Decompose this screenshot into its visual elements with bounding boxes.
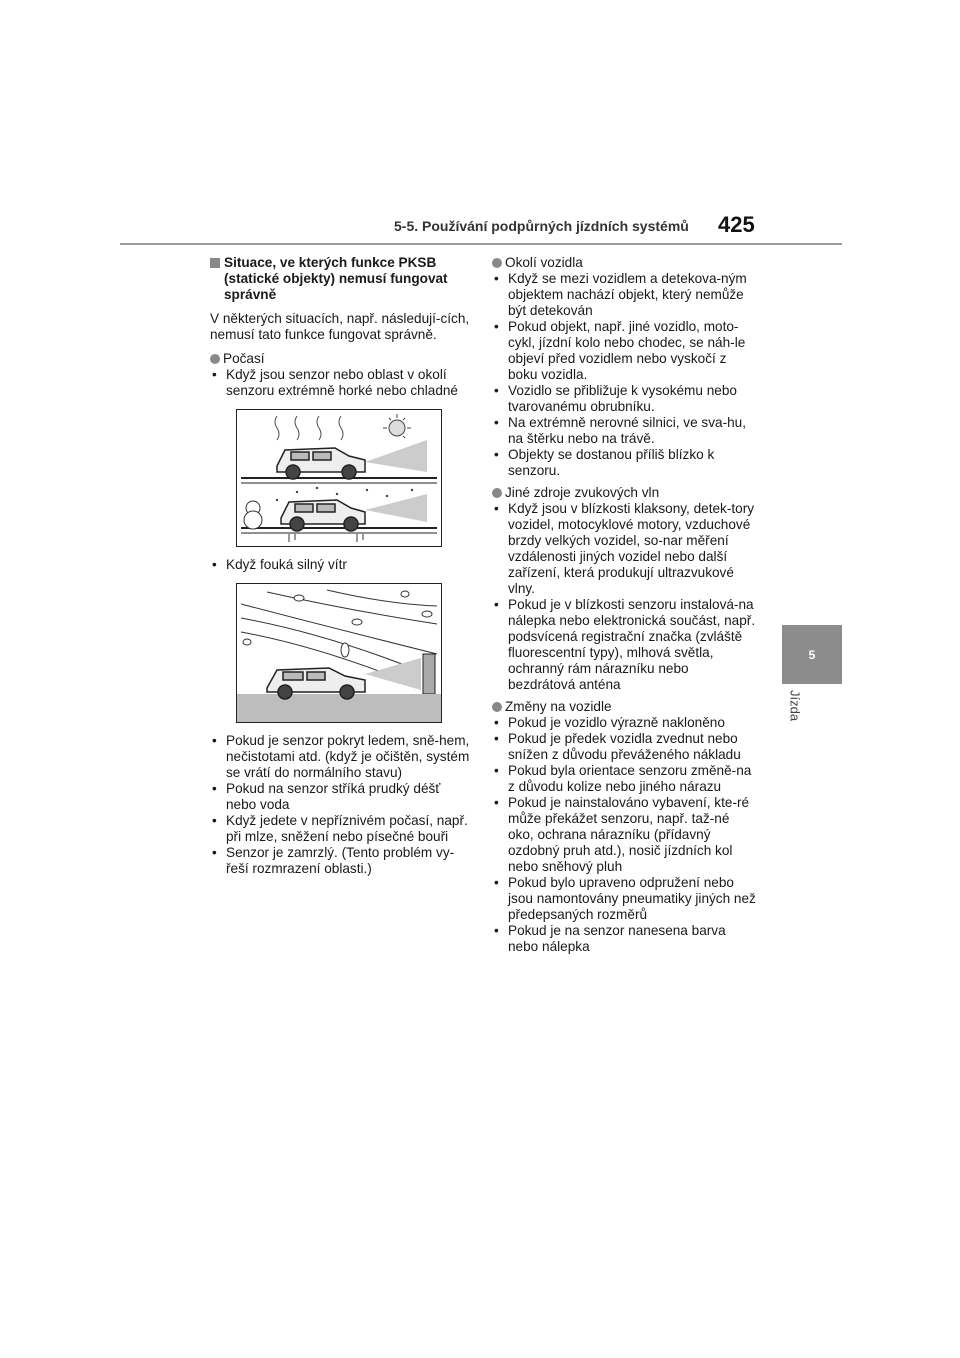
sound-title: Jiné zdroje zvukových vln [505, 485, 660, 500]
weather-title: Počasí [223, 351, 265, 366]
header-divider [120, 243, 842, 245]
list-item: • Pokud je na senzor nanesena barva nebo nálepka [492, 923, 757, 955]
list-item: • Když fouká silný vítr [210, 557, 472, 573]
chapter-tab [782, 625, 842, 684]
circle-bullet-icon [492, 702, 502, 712]
page-number: 425 [718, 212, 755, 237]
right-column [492, 255, 757, 959]
chapter-label: Jízda [787, 690, 803, 722]
list-item: • Senzor je zamrzlý. (Tento problém vy-řeší rozmrazení oblasti.) [210, 845, 472, 877]
square-bullet-icon [210, 258, 220, 268]
sound-subheading [492, 485, 757, 501]
chapter-number: 5 [808, 647, 816, 662]
list-item: • Pokud je předek vozidla zvednut nebo snížen z důvodu převáženého nákladu [492, 731, 757, 763]
list-item: • Pokud je v blízkosti senzoru instalová-na nálepka nebo elektronická součást, např. podsvícená registrační značka (zvláště fluorescentní typy), mlhová světla, ochranný rám nárazníku nebo bezdrátová anténa [492, 597, 757, 693]
section-heading [210, 255, 472, 303]
list-item: • Když jedete v nepříznivém počasí, např. při mlze, sněžení nebo písečné bouři [210, 813, 472, 845]
list-item: • Vozidlo se přibližuje k vysokému nebo tvarovanému obrubníku. [492, 383, 757, 415]
weather-list-1 [210, 367, 472, 399]
circle-bullet-icon [492, 258, 502, 268]
surroundings-list [492, 271, 757, 479]
sound-list [492, 501, 757, 693]
vehicle-list [492, 715, 757, 955]
circle-bullet-icon [492, 488, 502, 498]
vehicle-title: Změny na vozidle [505, 699, 612, 714]
list-item: • Pokud byla orientace senzoru změně-na z důvodu kolize nebo jiného nárazu [492, 763, 757, 795]
list-item: • Když jsou v blízkosti klaksony, detek-tory vozidel, motocyklové motory, vzduchové brzdy velkých vozidel, so-nar měření vzdálenosti jiných vozidel nebo další zařízení, která produkují ultrazvukové vlny. [492, 501, 757, 597]
section-heading-text: Situace, ve kterých funkce PKSB (statické objekty) nemusí fungovat správně [224, 255, 448, 302]
list-item: • Když jsou senzor nebo oblast v okolí senzoru extrémně horké nebo chladné [210, 367, 472, 399]
circle-bullet-icon [210, 354, 220, 364]
left-column [210, 255, 472, 881]
list-item: • Na extrémně nerovné silnici, ve sva-hu, na štěrku nebo na trávě. [492, 415, 757, 447]
list-item: • Pokud je senzor pokryt ledem, sně-hem, nečistotami atd. (když je očištěn, systém se vrátí do normálního stavu) [210, 733, 472, 781]
list-item: • Pokud je nainstalováno vybavení, kte-ré může překážet senzoru, např. taž-né oko, ochrana nárazníku (přídavný ozdobný pruh atd.), nosič jízdních kol nebo sněhový pluh [492, 795, 757, 875]
list-item: • Pokud bylo upraveno odpružení nebo jsou namontovány pneumatiky jiných než předepsaných rozměrů [492, 875, 757, 923]
wind-car-illustration [237, 584, 441, 722]
hot-cold-car-illustration [237, 410, 441, 546]
vehicle-subheading [492, 699, 757, 715]
section-title: 5-5. Používání podpůrných jízdních systémů [394, 218, 689, 234]
weather-subheading [210, 351, 472, 367]
list-item: • Pokud na senzor stříká prudký déšť nebo voda [210, 781, 472, 813]
list-item: • Objekty se dostanou příliš blízko k senzoru. [492, 447, 757, 479]
list-item: • Když se mezi vozidlem a detekova-ným objektem nachází objekt, který nemůže být detekován [492, 271, 757, 319]
list-item: • Pokud je vozidlo výrazně nakloněno [492, 715, 757, 731]
surroundings-subheading [492, 255, 757, 271]
intro-paragraph: V některých situacích, např. následují-cích, nemusí tato funkce fungovat správně. [210, 311, 470, 342]
illustration-wind [236, 583, 442, 723]
weather-list-3 [210, 733, 472, 877]
weather-list-2 [210, 557, 472, 573]
illustration-hot-cold [236, 409, 442, 547]
list-item: • Pokud objekt, např. jiné vozidlo, moto-cykl, jízdní kolo nebo chodec, se náh-le objeví před vozidlem nebo vyskočí z boku vozidla. [492, 319, 757, 383]
surroundings-title: Okolí vozidla [505, 255, 583, 270]
